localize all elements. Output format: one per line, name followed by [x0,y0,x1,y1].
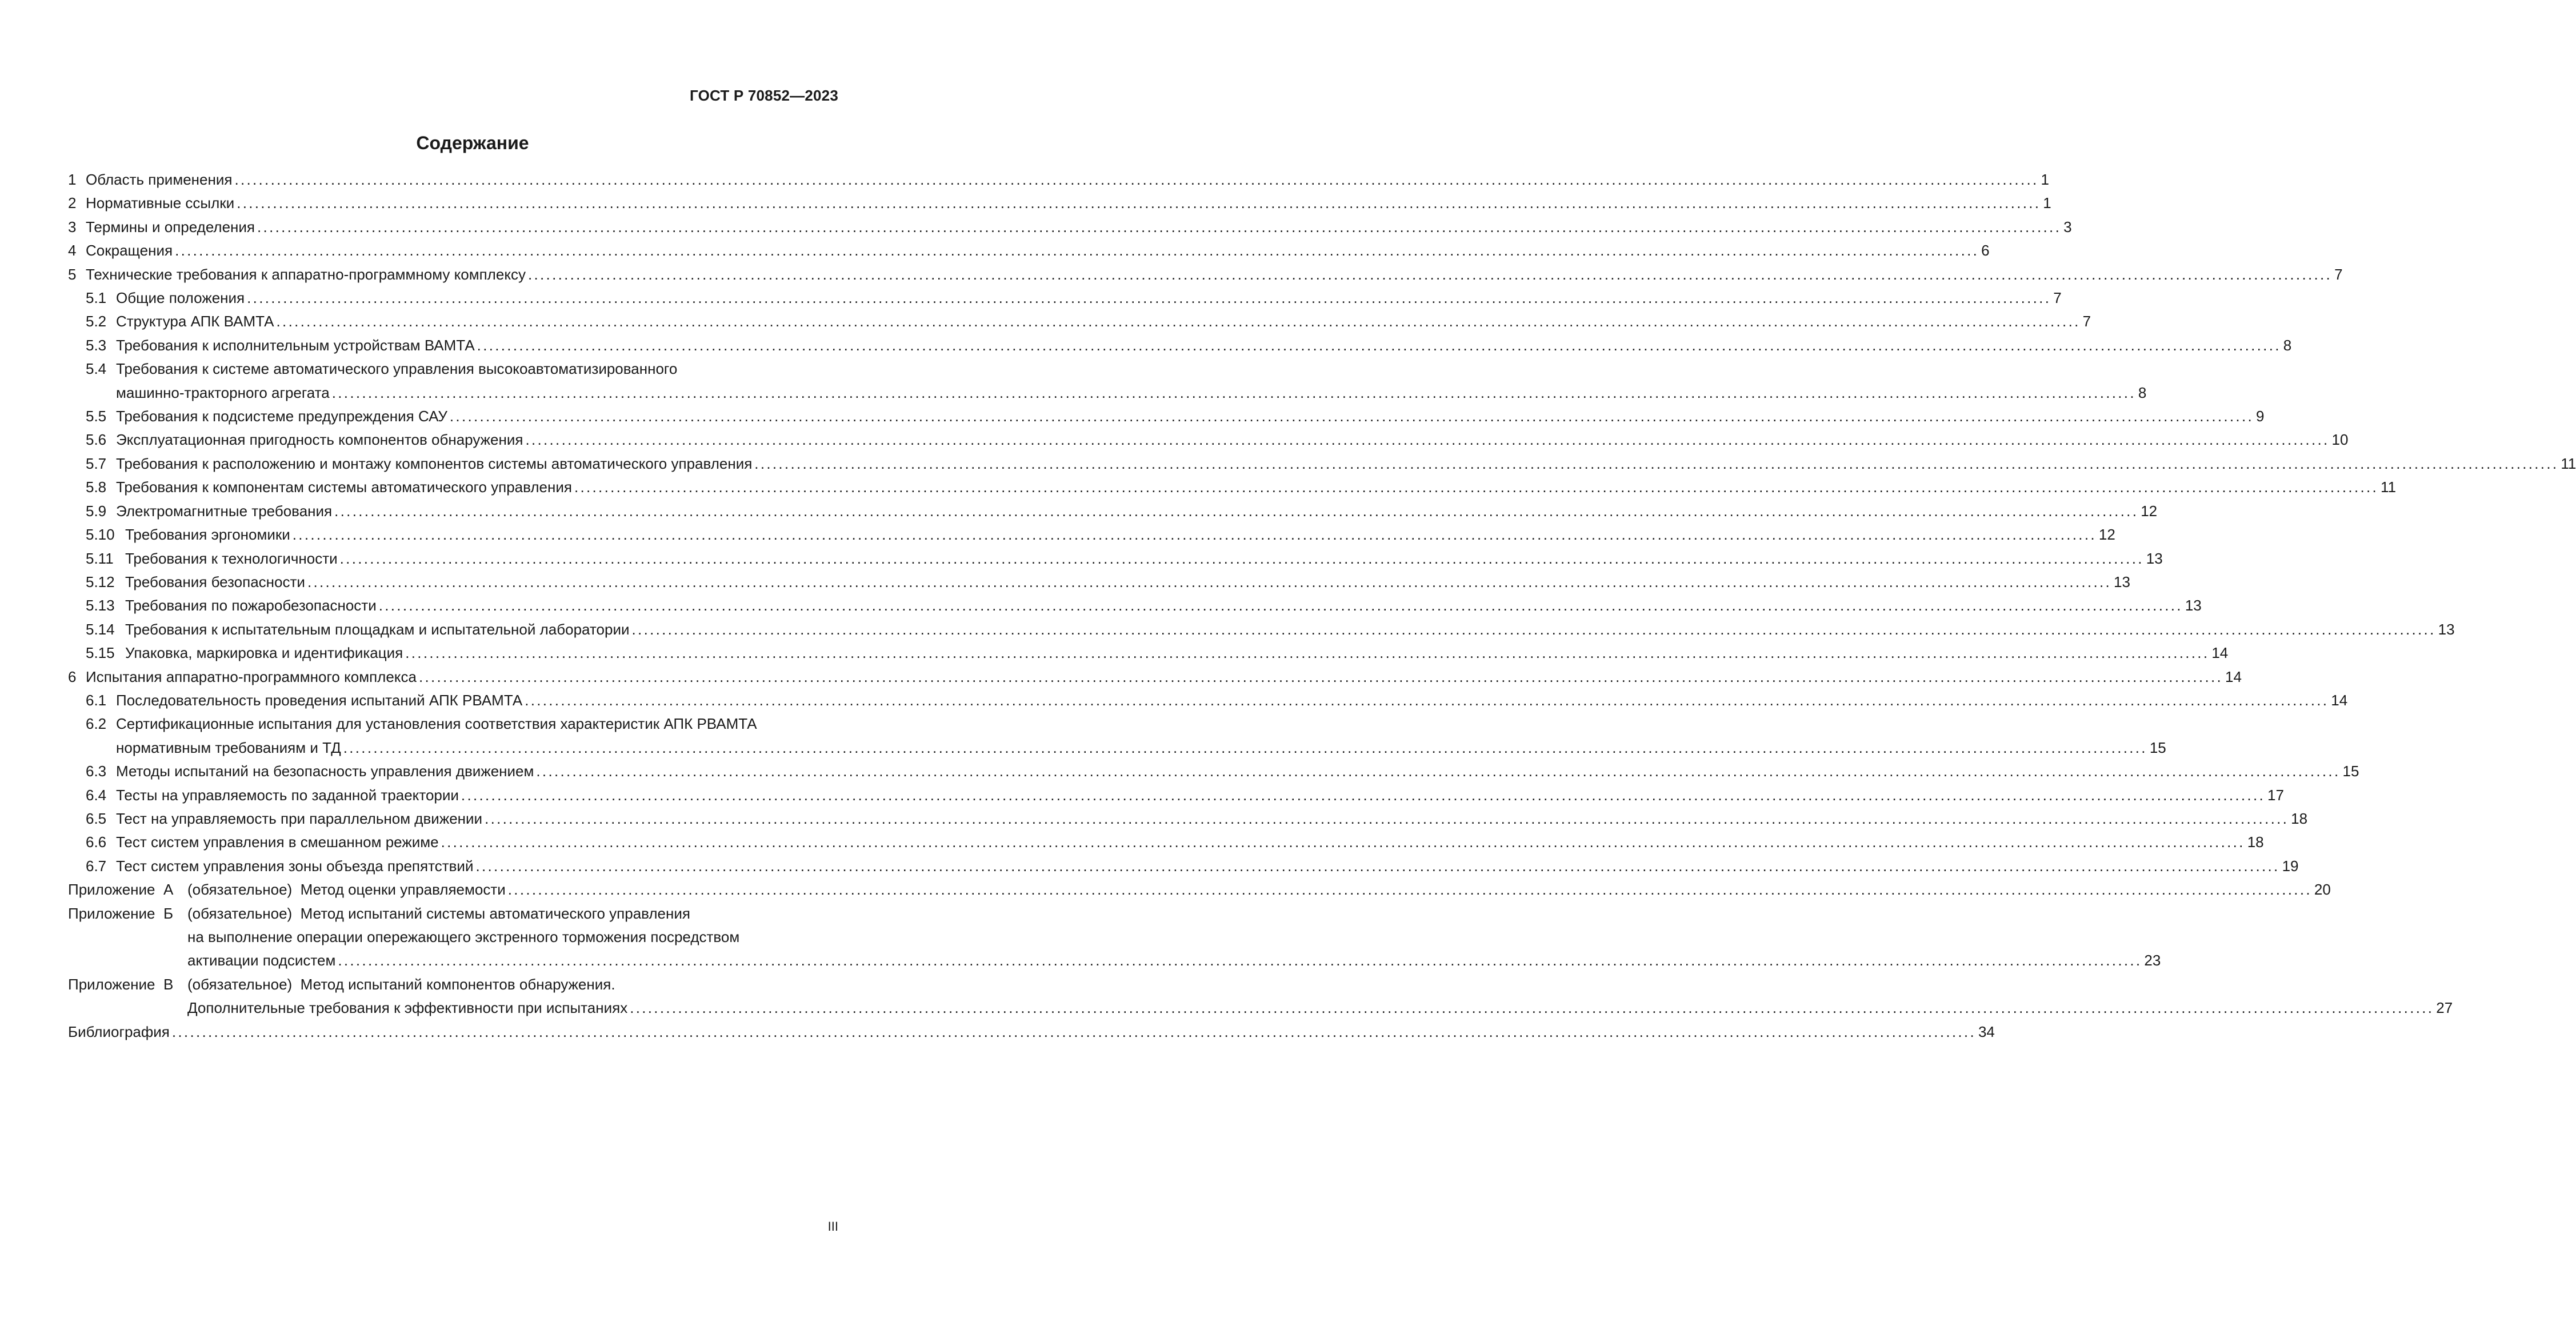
dot-leader: ............................................................................................................................................................................................................................................................................................................ [527,265,2333,283]
toc-entry-number: 5.11 [86,549,114,567]
dot-leader: ............................................................................................................................................................................................................................................................................................................ [334,502,2139,520]
table-of-contents [68,168,2576,1044]
toc-title: Содержание [416,133,529,153]
dot-leader: ............................................................................................................................................................................................................................................................................................................ [339,549,2144,567]
toc-entry-title: Технические требования к аппаратно-программному комплексу [86,265,526,283]
toc-entry[interactable] [68,831,2264,854]
toc-entry[interactable] [68,760,2359,783]
toc-entry-number: 6.3 [86,763,107,780]
toc-entry-number: 6.7 [86,857,107,875]
dot-leader: ............................................................................................................................................................................................................................................................................................................ [307,573,2112,590]
toc-entry-number: 6.4 [86,786,107,804]
toc-entry-number: Приложение В [68,975,174,993]
dot-leader: ............................................................................................................................................................................................................................................................................................................ [276,313,2081,330]
toc-entry-page: 14 [2225,668,2242,685]
toc-entry[interactable] [68,310,2091,333]
toc-entry-page: 7 [2334,265,2343,283]
toc-entry[interactable] [68,570,2130,594]
toc-entry-title: Требования к исполнительным устройствам ВАМТА [116,336,475,354]
toc-entry-continuation[interactable] [68,949,2161,972]
toc-entry-title-line2: машинно-тракторного агрегата [116,384,330,401]
toc-entry[interactable] [68,689,2348,712]
toc-entry-title: Методы испытаний на безопасность управления движением [116,763,534,780]
toc-entry-title: (обязательное) Метод испытаний системы автоматического управления [187,904,690,922]
toc-entry-page: 18 [2291,809,2308,827]
dot-leader: ............................................................................................................................................................................................................................................................................................................ [475,857,2280,875]
dot-leader: ............................................................................................................................................................................................................................................................................................................ [536,763,2341,780]
toc-entry-page: 3 [2063,218,2072,236]
toc-entry-page: 34 [1978,1023,1995,1040]
toc-entry-page: 11 [2381,478,2397,496]
toc-entry-title-line2: на выполнение операции опережающего экстренного торможения посредством [187,928,740,945]
toc-entry-continuation[interactable] [68,925,838,949]
toc-entry-number: 1 [68,171,77,188]
toc-entry-number: 4 [68,242,77,260]
toc-entry-number: 5.1 [86,289,107,307]
toc-entry-page: 9 [2256,408,2265,425]
toc-entry-number: 5.14 [86,620,115,638]
toc-entry[interactable] [68,405,2265,428]
toc-entry-title: Тест систем управления в смешанном режиме [116,833,439,851]
toc-entry[interactable] [68,452,2576,476]
dot-leader: ............................................................................................................................................................................................................................................................................................................ [574,478,2379,496]
toc-entry-title: Испытания аппаратно-программного комплекса [86,668,417,685]
toc-entry[interactable] [68,1020,1995,1044]
toc-entry-number: 5.13 [86,597,115,614]
toc-entry[interactable] [68,215,2072,239]
toc-entry[interactable] [68,618,2455,641]
toc-entry[interactable] [68,878,2331,901]
toc-entry-title: Тест систем управления зоны объезда препятствий [116,857,474,875]
toc-entry-page: 1 [2041,171,2049,188]
toc-entry[interactable] [68,428,2349,452]
dot-leader: ............................................................................................................................................................................................................................................................................................................ [525,691,2329,709]
toc-entry[interactable] [68,641,2229,665]
toc-entry-page: 18 [2247,833,2264,851]
toc-entry[interactable] [68,191,2051,215]
toc-entry-title: Требования к расположению и монтажу компонентов системы автоматического управления [116,454,753,472]
toc-entry-number: 6 [68,668,77,685]
toc-entry-title: Требования по пожаробезопасности [125,597,377,614]
dot-leader: ............................................................................................................................................................................................................................................................................................................ [331,384,2136,401]
toc-entry-number: 5.15 [86,644,115,662]
toc-entry-title: Упаковка, маркировка и идентификация [125,644,403,662]
toc-entry-page: 15 [2149,739,2166,756]
toc-entry-page: 13 [2114,573,2130,590]
toc-entry-number: Приложение Б [68,904,174,922]
toc-entry-title: Требования к технологичности [125,549,338,567]
toc-entry-page: 12 [2141,502,2158,520]
toc-entry-page: 11 [2561,454,2576,472]
toc-entry[interactable] [68,547,2163,570]
toc-entry[interactable] [68,263,2343,286]
toc-entry-number: 5.2 [86,313,107,330]
toc-entry[interactable] [68,665,2242,689]
toc-entry-title: Требования эргономики [125,526,290,544]
toc-entry-page: 23 [2144,952,2161,969]
toc-entry-page: 7 [2053,289,2062,307]
toc-entry[interactable] [68,712,838,736]
toc-entry-title: Требования к подсистеме предупреждения САУ [116,408,447,425]
toc-entry[interactable] [68,902,838,925]
toc-entry-number: 6.2 [86,715,107,733]
dot-leader: ............................................................................................................................................................................................................................................................................................................ [485,809,2289,827]
toc-entry-number: 5.4 [86,360,107,378]
toc-entry[interactable] [68,476,2397,499]
toc-entry-page: 12 [2098,526,2115,544]
toc-entry-page: 13 [2185,597,2202,614]
toc-entry-number: 6.6 [86,833,107,851]
toc-entry[interactable] [68,807,2308,831]
dot-leader: ............................................................................................................................................................................................................................................................................................................ [631,620,2436,638]
toc-entry-number: 5.5 [86,408,107,425]
dot-leader: ............................................................................................................................................................................................................................................................................................................ [418,668,2223,685]
dot-leader: ............................................................................................................................................................................................................................................................................................................ [630,999,2434,1017]
toc-entry-title: Структура АПК ВАМТА [116,313,274,330]
toc-entry-page: 17 [2267,786,2284,804]
toc-entry-page: 15 [2342,763,2359,780]
toc-entry-page: 14 [2211,644,2229,662]
toc-entry-title: Сокращения [86,242,173,260]
dot-leader: ............................................................................................................................................................................................................................................................................................................ [257,218,2062,236]
toc-entry[interactable] [68,168,2049,191]
toc-entry-title-line2: Дополнительные требования к эффективности при испытаниях [187,999,628,1017]
toc-entry-continuation[interactable] [68,996,2453,1020]
toc-entry[interactable] [68,973,838,996]
dot-leader: ............................................................................................................................................................................................................................................................................................................ [378,597,2183,614]
toc-entry-title: Последовательность проведения испытаний АПК РВАМТА [116,691,523,709]
toc-entry-title: (обязательное) Метод испытаний компонентов обнаружения. [187,975,615,993]
toc-entry-title: Требования к компонентам системы автоматического управления [116,478,572,496]
toc-entry-number: 2 [68,194,77,212]
dot-leader: ............................................................................................................................................................................................................................................................................................................ [343,739,2147,756]
toc-entry-title: Требования безопасности [125,573,305,590]
toc-entry-number: Приложение А [68,881,174,899]
page-number: III [827,1219,838,1234]
toc-entry-title: Тесты на управляемость по заданной траектории [116,786,459,804]
toc-entry-number: 5.9 [86,502,107,520]
dot-leader: ............................................................................................................................................................................................................................................................................................................ [237,194,2041,212]
toc-entry[interactable] [68,855,2299,878]
toc-entry-page: 1 [2043,194,2051,212]
toc-entry-number: 5.8 [86,478,107,496]
toc-entry-title: Тест на управляемость при параллельном движении [116,809,483,827]
toc-entry-continuation[interactable] [68,736,2166,760]
dot-leader: ............................................................................................................................................................................................................................................................................................................ [247,289,2051,307]
toc-entry[interactable] [68,500,2158,523]
toc-entry[interactable] [68,239,1990,262]
dot-leader: ............................................................................................................................................................................................................................................................................................................ [461,786,2266,804]
toc-entry-page: 13 [2438,620,2455,638]
toc-entry-page: 20 [2314,881,2331,899]
toc-entry-page: 6 [1981,242,1990,260]
toc-entry-number: 5 [68,265,77,283]
toc-entry[interactable] [68,784,2284,807]
toc-entry-page: 19 [2282,857,2299,875]
toc-entry-title: (обязательное) Метод оценки управляемости [187,881,506,899]
dot-leader: ............................................................................................................................................................................................................................................................................................................ [507,881,2312,899]
toc-entry-page: 27 [2436,999,2453,1017]
toc-entry-page: 14 [2331,691,2348,709]
toc-entry-page: 8 [2283,336,2292,354]
toc-entry[interactable] [68,334,2292,357]
dot-leader: ............................................................................................................................................................................................................................................................................................................ [441,833,2245,851]
dot-leader: ............................................................................................................................................................................................................................................................................................................ [405,644,2210,662]
toc-entry-number: 6.1 [86,691,107,709]
toc-entry-title: Область применения [86,171,233,188]
toc-entry-title-line3: активации подсистем [187,952,336,969]
toc-entry-number: 5.3 [86,336,107,354]
toc-entry-title: Сертификационные испытания для установления соответствия характеристик АПК РВАМТА [116,715,757,733]
dot-leader: ............................................................................................................................................................................................................................................................................................................ [175,242,1979,260]
dot-leader: ............................................................................................................................................................................................................................................................................................................ [234,171,2039,188]
toc-entry[interactable] [68,357,838,381]
toc-entry-title: Требования к системе автоматического управления высокоавтоматизированного [116,360,678,378]
toc-entry-title: Термины и определения [86,218,255,236]
dot-leader: ............................................................................................................................................................................................................................................................................................................ [171,1023,1976,1040]
toc-entry-title: Требования к испытательным площадкам и испытательной лаборатории [125,620,630,638]
toc-entry[interactable] [68,286,2062,310]
standard-number: ГОСТ Р 70852—2023 [690,87,838,104]
toc-entry-page: 7 [2082,313,2091,330]
toc-entry-title: Библиография [68,1023,170,1040]
toc-entry-number: 5.10 [86,526,115,544]
toc-entry-title-line2: нормативным требованиям и ТД [116,739,341,756]
dot-leader: ............................................................................................................................................................................................................................................................................................................ [525,431,2330,449]
toc-entry-title: Эксплуатационная пригодность компонентов обнаружения [116,431,523,449]
toc-entry-number: 5.7 [86,454,107,472]
dot-leader: ............................................................................................................................................................................................................................................................................................................ [338,952,2142,969]
dot-leader: ............................................................................................................................................................................................................................................................................................................ [292,526,2097,544]
toc-entry[interactable] [68,594,2202,617]
toc-entry-page: 13 [2146,549,2163,567]
toc-entry-page: 8 [2138,384,2147,401]
toc-entry-continuation[interactable] [68,381,2147,405]
dot-leader: ............................................................................................................................................................................................................................................................................................................ [449,408,2254,425]
toc-entry-number: 6.5 [86,809,107,827]
toc-entry-number: 3 [68,218,77,236]
toc-entry-number: 5.6 [86,431,107,449]
toc-entry-page: 10 [2331,431,2349,449]
toc-entry[interactable] [68,523,2115,546]
dot-leader: ............................................................................................................................................................................................................................................................................................................ [754,454,2559,472]
toc-entry-number: 5.12 [86,573,115,590]
toc-entry-title: Нормативные ссылки [86,194,235,212]
toc-entry-title: Общие положения [116,289,245,307]
toc-entry-title: Электромагнитные требования [116,502,333,520]
dot-leader: ............................................................................................................................................................................................................................................................................................................ [477,336,2281,354]
